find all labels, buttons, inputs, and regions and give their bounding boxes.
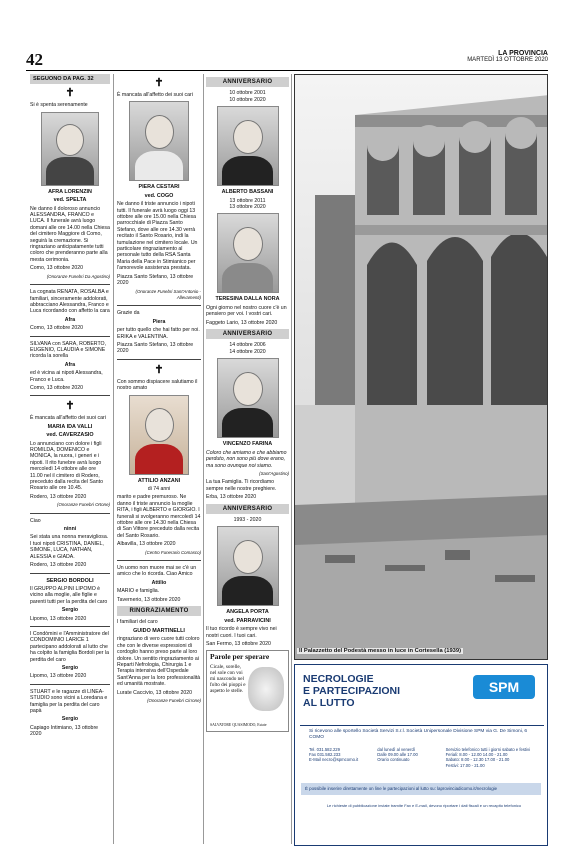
divider: [30, 284, 110, 285]
column-1: [30, 74, 110, 844]
divider: [30, 513, 110, 514]
spm-logo: [473, 675, 535, 705]
masthead: [467, 50, 548, 64]
divider: [117, 560, 201, 561]
notice-text: STUART e le ragazze di LINEA-STUDIO sono vicini a Loredana e famiglia per la perdita del caro papà: [30, 688, 108, 714]
anniversary-dates: 14 ottobre 2006 14 ottobre 2020: [229, 342, 266, 355]
portrait-photo: [217, 526, 279, 606]
agency: (Onoranze Funebri Sant'Antonio - Allevamenti): [135, 288, 201, 300]
notice-text: SILVANA con SARA, ROBERTO, EUGENIO, CLAUDIA e SIMONE ricorda la sorella: [30, 340, 107, 360]
notice-text: Il GRUPPO ALPINI LIPOMO è vicino alla moglie, alle figlie e parenti tutti per la perdita del caro: [30, 585, 108, 605]
notice-name: Afra: [64, 361, 76, 368]
deceased-name: TERESINA DALLA NORA: [215, 296, 280, 303]
notice-place: Albavilla, 13 ottobre 2020: [117, 541, 176, 548]
notice-intro: I familiari del caro: [117, 619, 158, 626]
anniversary-heading: ANNIVERSARIO: [206, 329, 289, 339]
notice-place: Capiago Intimiano, 13 ottobre 2020: [30, 724, 99, 738]
notice-text: Ciao: [30, 517, 41, 524]
notice-place: Lurate Caccivio, 13 ottobre 2020: [117, 689, 192, 696]
agency: (Centro Funerario Comasco): [145, 549, 201, 555]
portrait-photo: [217, 213, 279, 293]
notice-text: Ne danno il triste annuncio i nipoti tutti. Il funerale avrà luogo oggi 13 ottobre alle ore 15.00 nella Chiesa parrocchiale di Piazza Santo Stefano, dove alle ore 14.30 verrà recitato il Santo Rosario, indi la tumulazione nel cimitero locale. Un particolare ringraziamento al personale tutto della RSA Santa Maria della Pace in Stimianico per l'amorevole assistenza prestata.: [117, 201, 198, 272]
deceased-name: MARIA IDA VALLI: [47, 423, 93, 430]
notice-place: Piazza Santo Stefano, 13 ottobre 2020: [117, 273, 194, 287]
notice-text: Il tuo ricordo è sempre vivo nei nostri cuori. I tuoi cari.: [206, 626, 277, 639]
column-separator: [113, 74, 114, 844]
poem-text: Cicale, sorelle, nel sole con voi mi nascondo nel folto dei pioppi e aspetto le stelle.: [210, 663, 246, 695]
portrait-photo: [217, 358, 279, 438]
top-rule: [26, 70, 548, 71]
divider: [30, 573, 110, 574]
cross-icon: ✝: [154, 363, 164, 376]
deceased-name: SERGIO BORDOLI: [46, 577, 94, 584]
contact-phone: Tel. 031.582.229 Fax 031.582.233 E-Mail necro@spmcomo.it: [309, 747, 359, 763]
anniversary-heading: ANNIVERSARIO: [206, 77, 289, 87]
issue-date: MARTEDÌ 13 OTTOBRE 2020: [467, 57, 548, 63]
poem-title: Parole per sperare: [210, 652, 270, 662]
notice-text: MARIO e famiglia.: [117, 588, 160, 595]
notice-place: Tavernerio, 13 ottobre 2020: [117, 596, 181, 603]
quote-source: (Sant'Agostino): [259, 470, 289, 476]
notice-name: Sergio: [61, 607, 79, 614]
notice-text: Un uomo non muore mai se c'è un amico che lo ricorda. Ciao Amico: [117, 565, 197, 578]
notice-text: I Condòmini e l'Amministratore del CONDOMINIO LARICE 1 partecipano addolorati al lutto che ha colpito la famiglia Bordoli per la perdita del caro: [30, 630, 110, 663]
cross-icon: ✝: [65, 400, 75, 413]
notice-place: Como, 13 ottobre 2020: [30, 265, 84, 272]
notice-place: Como, 13 ottobre 2020: [30, 325, 84, 332]
notice-text: La tua Famiglia. Ti ricordiamo sempre nelle nostre preghiere.: [206, 479, 277, 492]
deceased-name: ALBERTO BASSANI: [221, 189, 274, 196]
notice-name: Attilio: [151, 579, 167, 586]
anniversary-dates: 1993 - 2020: [233, 516, 262, 523]
portrait-photo: [129, 101, 189, 181]
divider: [30, 684, 110, 685]
deceased-name: ANGELA PORTA: [226, 609, 269, 616]
necrologie-ad: [294, 664, 548, 846]
deceased-name: ATTILIO ANZANI: [137, 477, 181, 484]
portrait-photo: [41, 112, 99, 186]
page-number: 42: [26, 50, 43, 69]
notice-name: Afra: [64, 316, 76, 323]
notice-text: La cognata RENATA, ROSALBA e familiari, sinceramente addolorati, abbracciano Alessandra, Franco e Luca ricordando con affetto la cara: [30, 289, 110, 315]
photo-caption: Il Palazzetto del Podestà messo in luce in Cortesella (1939): [299, 648, 462, 654]
anniversary-dates: 13 ottobre 2011 13 ottobre 2020: [229, 197, 266, 211]
notice-name: Sergio: [61, 664, 79, 671]
notice-name: Piera: [152, 318, 166, 325]
office-info: Si ricevono alle sportello Società Servizi S.r.l. Società Unipersonale Divisione SPM via G. De Simoni, 6 COMO: [309, 729, 528, 740]
notice-text: Sei stata una nonna meravigliosa. I tuoi nipoti CRISTINA, DANIEL, SIMONE, LUCA, NATHAN, ALESSIA e GIADA.: [30, 534, 109, 560]
agency: (Onoranze Funebri Da Agostino): [46, 273, 110, 279]
necro-footnote: Le richieste di pubblicazione inviate tramite Fax e E-mail, devono riportare i dati fiscali e un recapito telefonico: [326, 803, 522, 808]
cross-icon: ✝: [65, 87, 75, 100]
notice-intro: È mancata all'affetto dei suoi cari: [30, 415, 106, 422]
deceased-ved: ved. CAVERZASIO: [46, 432, 94, 439]
notice-place: Faggeto Lario, 13 ottobre 2020: [206, 319, 278, 326]
deceased-age: di 74 anni: [147, 485, 171, 492]
office-hours: dal lunedì al venerdì Dalle 09.00 alle 17.00 Orario continuato: [377, 747, 418, 763]
divider: [30, 395, 110, 396]
notice-place: San Fermo, 13 ottobre 2020: [206, 640, 271, 647]
contact-table: [309, 747, 539, 768]
notice-intro: Con sommo dispiacere salutiamo il nostro amato: [117, 378, 198, 392]
notice-intro: È mancata all'affetto dei suoi cari: [117, 92, 193, 98]
poem-author: SALVATORE QUASIMODO, Estate: [210, 723, 267, 728]
notice-intro: Si è spenta serenamente: [30, 102, 88, 109]
deceased-ved: ved. PARRAVICINI: [224, 617, 271, 624]
divider: [117, 359, 201, 360]
deceased-name: PIERA CESTARI: [138, 184, 180, 191]
quote-text: Coloro che amiamo e che abbiamo perduto, non sono più dove erano, ma sono ovunque noi siamo.: [206, 449, 287, 469]
notice-place: Rodero, 13 ottobre 2020: [30, 562, 87, 569]
anniversary-heading: ANNIVERSARIO: [206, 504, 289, 514]
necro-title: NECROLOGIE E PARTECIPAZIONI AL LUTTO: [303, 673, 401, 709]
cross-icon: ✝: [154, 77, 164, 89]
deceased-ved: ved. COGO: [144, 192, 174, 199]
paper-name: LA PROVINCIA: [498, 50, 548, 57]
notice-text: Lo annunciano con dolore i figli ROMILDA, DOMENICO e MONICA, la nuora, i generi e i nipoti. Il rito funebre avrà luogo mercoledì 14 ottobre alle ore 11.00 nel il cimitero di Rodero, preceduto dalla recita del Santo Rosario alle ore 10.45.: [30, 440, 103, 492]
divider: [117, 305, 201, 306]
deceased-name: GUIDO MARTINELLI: [133, 627, 185, 634]
agency: (Onoranze Funebri Ortone): [57, 502, 110, 508]
notice-text: Grazie da: [117, 310, 140, 317]
deceased-ved: ved. SPELTA: [53, 197, 87, 204]
deceased-name: AFRA LORENZIN: [48, 188, 92, 195]
notice-text: ringraziano di vero cuore tutti coloro che con le diverse espressioni di cordoglio hanno preso parte al loro dolore. Un sentito ringraziamento ai Reparti Nefrologia, Chirurgia 1 e Terapia intensiva dell'Ospedale Sant'Anna per la loro professionalità ed umanità mostrate.: [117, 636, 201, 688]
historic-photo: [294, 74, 548, 660]
column-2: [117, 74, 201, 844]
notice-name: ninni: [63, 526, 77, 533]
column-separator: [203, 74, 204, 844]
notice-place: Lipomo, 13 ottobre 2020: [30, 615, 87, 622]
column-separator: [291, 74, 292, 844]
continued-banner: SEGUONO DA PAG. 32: [30, 74, 110, 84]
palazzetto-illustration: [295, 75, 548, 660]
spm-logo-text: SPM: [473, 675, 535, 699]
anniversary-dates: 10 ottobre 2001 10 ottobre 2020: [229, 90, 266, 103]
notice-place: Como, 13 ottobre 2020: [30, 384, 84, 391]
notice-place: Piazza Santo Stefano, 13 ottobre 2020: [117, 341, 194, 355]
notice-text: Ne danno il doloroso annuncio ALESSANDRA, FRANCO e LUCA. Il funerale avrà luogo domani alle ore 14.00 nella Chiesa del cimitero Maggiore di Como, seguirà la cremazione. Si ringraziano anticipatamente tutti coloro che prenderanno parte alla mesta cerimonia.: [30, 205, 110, 263]
notice-text: ed è vicina ai nipoti Alessandra, Franco e Luca.: [30, 370, 103, 383]
notice-name: Sergio: [61, 716, 79, 723]
portrait-photo: [129, 395, 189, 475]
column-3: [206, 74, 289, 844]
notice-place: Lipomo, 13 ottobre 2020: [30, 673, 87, 680]
cherub-image: [248, 667, 284, 711]
notice-text: marito e padre premuroso. Ne danno il triste annuncio la moglie RITA, i figli ALBERTO e GIORGIO. I funerali si svolgeranno mercoledì 14 ottobre alle ore 14.30 nella Chiesa di San Vittore preceduto dalla recita del Santo Rosario.: [117, 494, 201, 539]
phone-service: Servizio telefonico tutti i giorni sabato e festivi Feriali: 8.00 - 12.00 14.00 - 21.00 Sabato: 8.00 - 12.30 17.00 - 21.00 Festivi: 17.00 - 21.00: [445, 747, 531, 768]
notice-text: Ogni giorno nel nostro cuore c'è un pensiero per voi. I vostri cari.: [206, 304, 287, 318]
ringraziamento-heading: RINGRAZIAMENTO: [117, 606, 201, 616]
divider: [30, 336, 110, 337]
notice-place: Rodero, 13 ottobre 2020: [30, 493, 87, 500]
notice-text: per tutto quello che hai fatto per noi. ERIKA e VALENTINA.: [117, 327, 200, 340]
divider: [300, 725, 544, 726]
notice-place: Erba, 13 ottobre 2020: [206, 494, 257, 501]
agency: (Onoranze Funebri Cirrone): [147, 697, 201, 703]
portrait-photo: [217, 106, 279, 186]
web-banner: È possibile inserire direttamente on line le partecipazioni al lutto su: laprovinciadicomo.it/necrologie: [301, 783, 541, 795]
deceased-name: VINCENZO FARINA: [222, 441, 273, 448]
poem-box: [206, 650, 289, 732]
divider: [30, 626, 110, 627]
